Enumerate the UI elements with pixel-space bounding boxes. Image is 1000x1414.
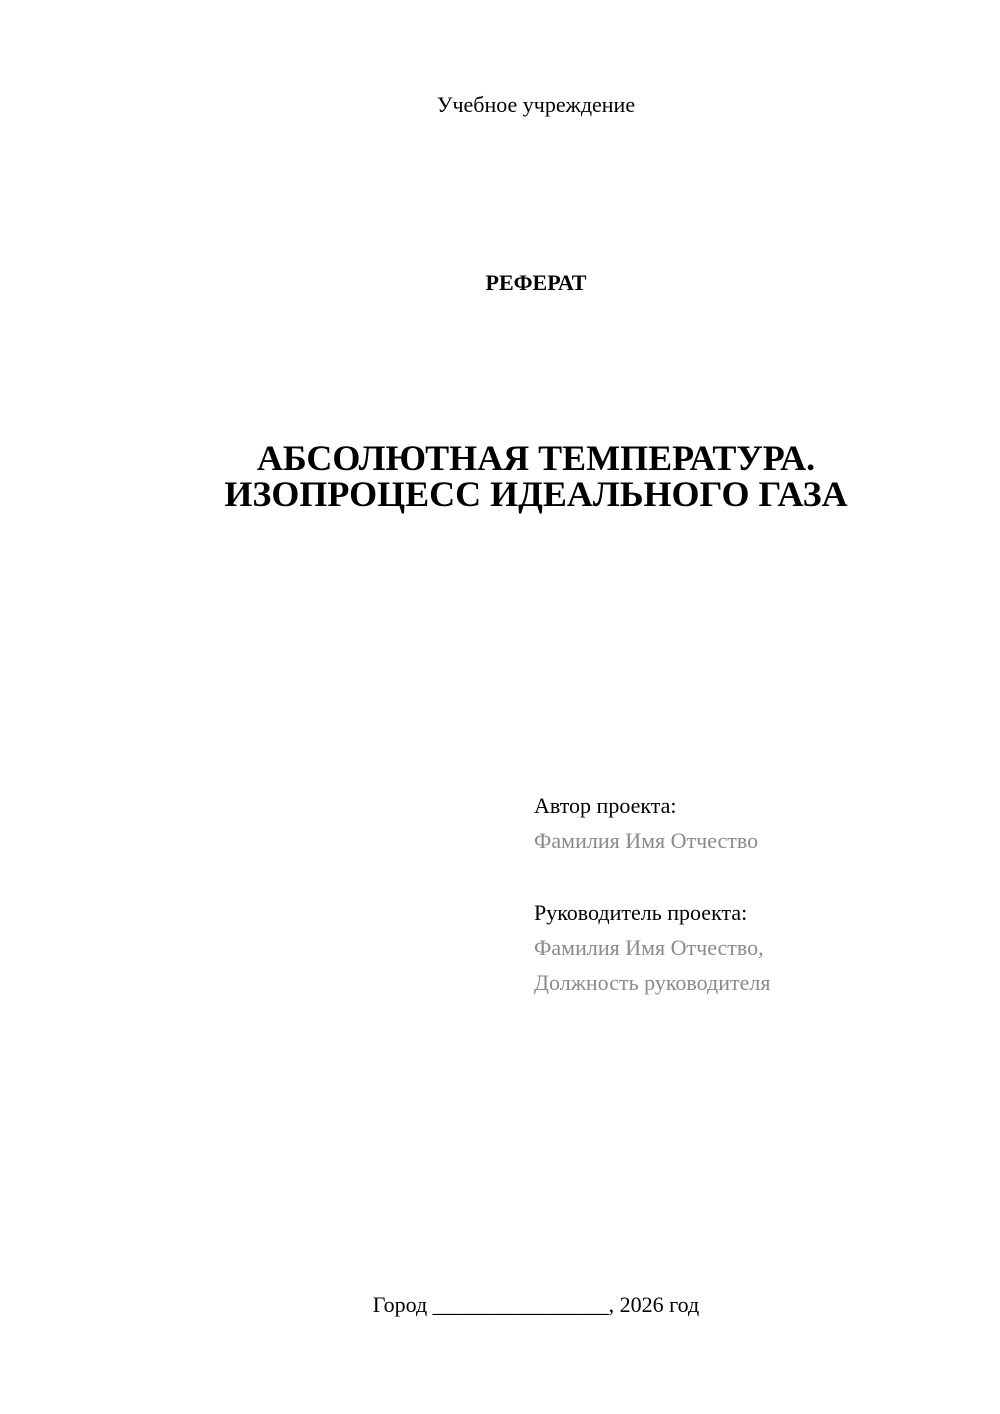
document-title [0,440,1000,512]
document-title-line-2: ИЗОПРОЦЕСС ИДЕАЛЬНОГО ГАЗА [224,474,848,514]
document-title-line-1: АБСОЛЮТНАЯ ТЕМПЕРАТУРА. [256,438,816,478]
author-name: Фамилия Имя Отчество [534,828,759,853]
supervisor-label: Руководитель проекта: [534,900,748,925]
institution-name: Учебное учреждение [436,92,636,117]
document-type: РЕФЕРАТ [485,270,587,295]
author-label: Автор проекта: [534,793,677,818]
spacer [534,858,954,895]
supervisor-position: Должность руководителя [534,970,771,995]
city-year-line: Город ________________, 2026 год [372,1292,700,1317]
supervisor-name: Фамилия Имя Отчество, [534,935,764,960]
project-credits [534,788,954,1000]
